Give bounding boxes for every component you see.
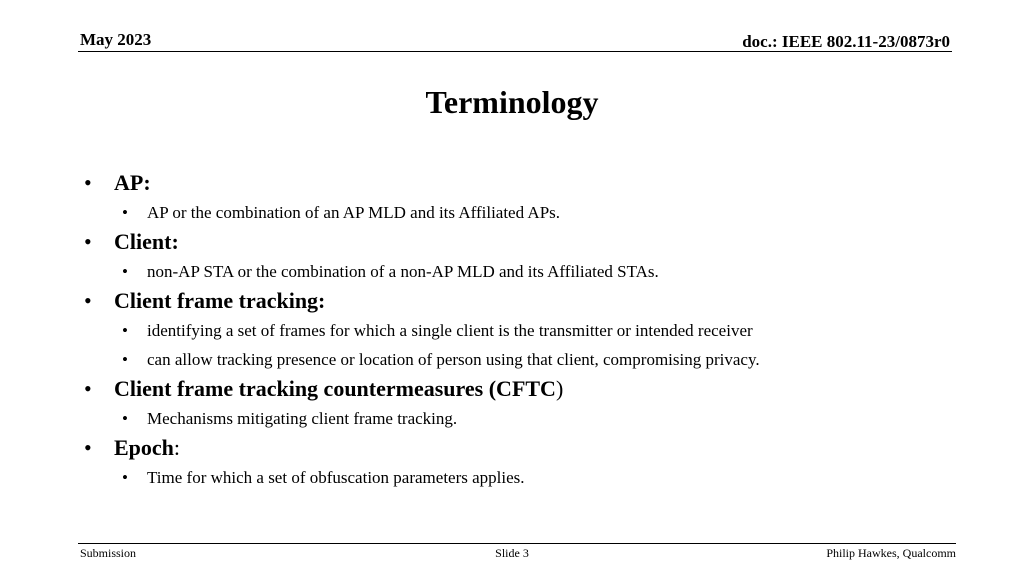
sub-item-text: non-AP STA or the combination of a non-AP MLD and its Affiliated STAs. <box>147 262 659 281</box>
list-item-client-frame-tracking <box>84 286 964 316</box>
bullet-icon: • <box>122 203 128 222</box>
sub-item-text: Mechanisms mitigating client frame tracking. <box>147 409 458 428</box>
bullet-icon: • <box>84 288 92 313</box>
footer-submission: Submission <box>80 546 137 560</box>
bullet-icon: • <box>122 350 128 369</box>
list-item-client <box>84 227 964 257</box>
footer-author: Philip Hawkes, Qualcomm <box>826 546 956 560</box>
bullet-icon: • <box>122 262 128 281</box>
bullet-icon: • <box>122 321 128 340</box>
sub-item <box>84 463 964 492</box>
bullet-icon: • <box>84 376 92 401</box>
sub-item <box>84 404 964 433</box>
sub-item <box>84 257 964 286</box>
list-item-ap <box>84 168 964 198</box>
term-label: Client frame tracking: <box>114 288 326 313</box>
bullet-icon: • <box>84 435 92 460</box>
term-label: Client frame tracking countermeasures (CFTC <box>114 376 556 401</box>
bullet-icon: • <box>122 468 128 487</box>
bullet-icon: • <box>84 229 92 254</box>
sub-item-text: identifying a set of frames for which a single client is the transmitter or intended receiver <box>147 321 753 340</box>
sub-item <box>84 316 964 345</box>
header-divider <box>78 51 952 52</box>
sub-item-text: AP or the combination of an AP MLD and its Affiliated APs. <box>147 203 561 222</box>
term-label: AP: <box>114 170 151 195</box>
sub-item-text: can allow tracking presence or location of person using that client, compromising privacy. <box>147 350 760 369</box>
bullet-icon: • <box>84 170 92 195</box>
list-item-cftc <box>84 374 964 404</box>
bullet-list <box>84 168 964 492</box>
header-date: May 2023 <box>80 30 152 49</box>
list-item-epoch <box>84 433 964 463</box>
term-suffix: : <box>173 435 181 460</box>
slide-title: Terminology <box>425 84 599 120</box>
sub-item <box>84 198 964 227</box>
footer-slide-number: Slide 3 <box>495 546 529 560</box>
term-suffix: ) <box>555 376 564 401</box>
footer-divider <box>78 543 956 544</box>
term-label: Epoch <box>114 435 174 460</box>
header-doc-id: doc.: IEEE 802.11-23/0873r0 <box>742 32 950 51</box>
term-label: Client: <box>114 229 179 254</box>
bullet-icon: • <box>122 409 128 428</box>
sub-item-text: Time for which a set of obfuscation parameters applies. <box>147 468 525 487</box>
sub-item <box>84 345 964 374</box>
